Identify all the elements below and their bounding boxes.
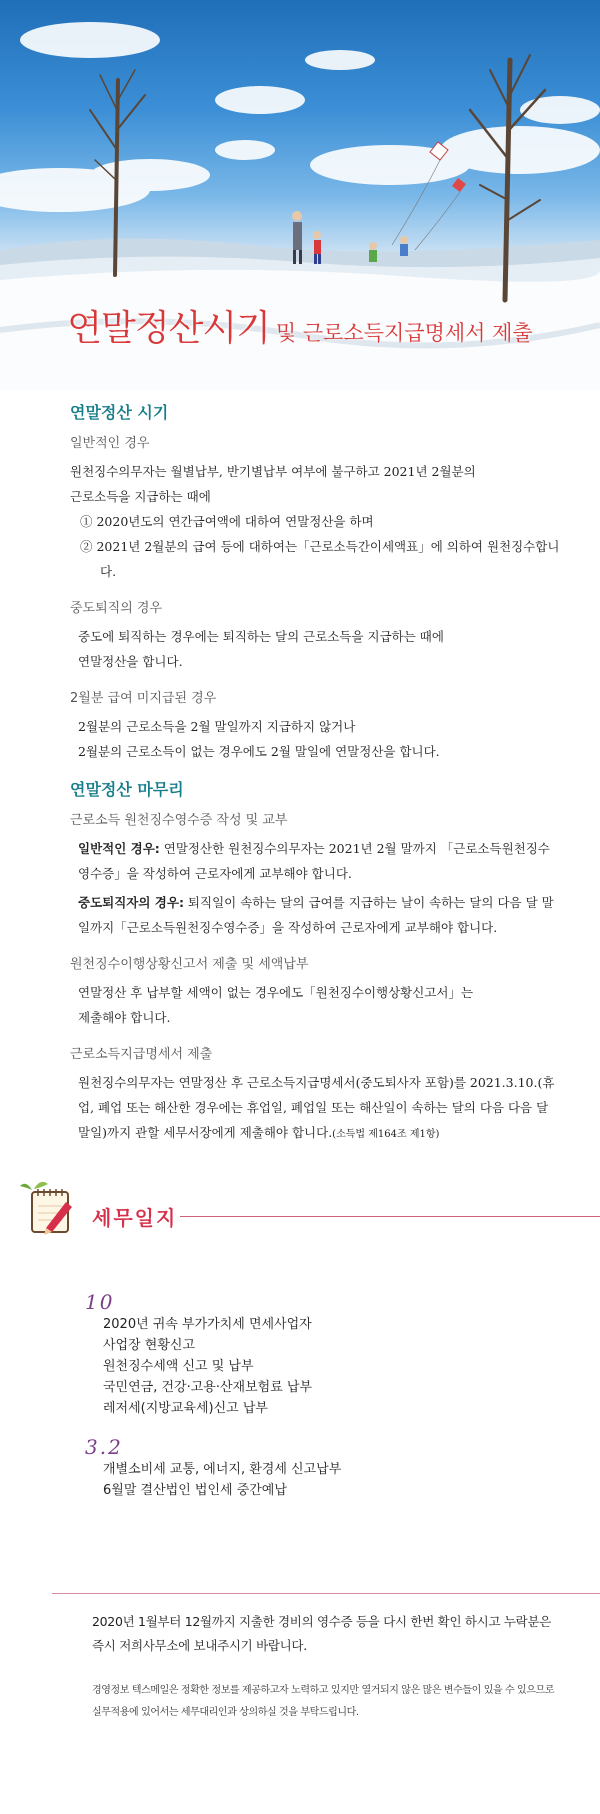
- divider: [52, 1593, 600, 1594]
- diary-item-list: [85, 1314, 485, 1419]
- receipt-retire: [70, 890, 560, 940]
- main-content: [70, 400, 560, 1160]
- receipt-general: [70, 836, 560, 886]
- statement-block: [70, 1043, 560, 1147]
- footer-disclaimer: 경영정보 텍스메일은 정확한 정보를 제공하고자 노력하고 있지만 열거되지 않은 많은 변수들이 있을 수 있으므로 실무적용에 있어서는 세무대리인과 상의하실 것을 부탁드립니다.: [92, 1685, 555, 1718]
- list-item: 원천징수세액 신고 및 납부: [103, 1359, 254, 1374]
- page-title: [0, 300, 600, 351]
- tax-diary-title: 세무일지: [92, 1206, 178, 1230]
- feb-unpaid-block: [70, 687, 560, 764]
- list-item: ① 2020년도의 연간급여액에 대하여 연말정산을 하며: [80, 514, 374, 529]
- receipt-retire-label: 중도퇴직자의 경우:: [78, 895, 184, 910]
- statement-law-reference: (소득법 제164조 제1항): [332, 1129, 440, 1140]
- page-title-main: 연말정산시기: [67, 308, 270, 349]
- mid-retire-line: 연말정산을 합니다.: [78, 654, 183, 669]
- section-title-timing: 연말정산 시기: [70, 403, 169, 422]
- receipt-retire-text: 퇴직일이 속하는 달의 급여를 지급하는 날이 속하는 달의 다음 달 말일까지「근로소득원천징수영수증」을 작성하여 근로자에게 교부해야 합니다.: [78, 895, 554, 935]
- feb-unpaid-line: 2월분의 근로소득이 없는 경우에도 2월 말일에 연말정산을 합니다.: [78, 744, 440, 759]
- diary-item-list: [85, 1459, 485, 1501]
- divider: [180, 1216, 600, 1217]
- general-case-line: 근로소득을 지급하는 때에: [70, 489, 211, 504]
- receipt-general-label: 일반적인 경우:: [78, 841, 160, 856]
- header-banner: [0, 0, 600, 390]
- diary-date: 10: [85, 1290, 115, 1314]
- report-line: 제출해야 합니다.: [78, 1010, 171, 1025]
- diary-entry: [85, 1290, 485, 1419]
- notebook-pencil-icon: [20, 1180, 80, 1236]
- page-title-rest: 및 근로소득지급명세서 제출: [275, 321, 533, 345]
- statement-body: 원천징수의무자는 연말정산 후 근로소득지급명세서(중도퇴사자 포함)를 2021.3.10.(휴업, 폐업 또는 해산한 경우에는 휴업일, 폐업일 또는 해산일이 속하는 달의 다음 다음 달 말일)까지 관할 세무서장에게 제출해야 합니다.: [78, 1075, 555, 1140]
- subtitle-feb-unpaid: 2월분 급여 미지급된 경우: [70, 691, 217, 706]
- diary-entry: [85, 1435, 485, 1501]
- list-item: 국민연금, 건강·고용·산재보험료 납부: [103, 1380, 313, 1395]
- statement-text: [70, 1070, 560, 1147]
- receipt-general-text: 연말정산한 원천징수의무자는 2021년 2월 말까지 「근로소득원천징수영수증」을 작성하여 근로자에게 교부해야 합니다.: [78, 841, 550, 881]
- list-item: 6월말 결산법인 법인세 중간예납: [103, 1483, 287, 1498]
- mid-retire-line: 중도에 퇴직하는 경우에는 퇴직하는 달의 근로소득을 지급하는 때에: [78, 629, 444, 644]
- subtitle-report: 원천징수이행상황신고서 제출 및 세액납부: [70, 957, 309, 972]
- report-block: [70, 953, 560, 1030]
- feb-unpaid-line: 2월분의 근로소득을 2월 말일까지 지급하지 않거나: [78, 719, 356, 734]
- tax-diary-header: [20, 1180, 600, 1240]
- report-line: 연말정산 후 납부할 세액이 없는 경우에도「원천징수이행상황신고서」는: [78, 985, 474, 1000]
- list-item: ② 2021년 2월분의 급여 등에 대하여는「근로소득간이세액표」에 의하여 원천징수합니다.: [80, 539, 560, 579]
- general-case-block: [70, 432, 560, 584]
- mid-retire-block: [70, 597, 560, 674]
- diary-date: 3.2: [85, 1435, 123, 1459]
- general-case-line: 원천징수의무자는 월별납부, 반기별납부 여부에 불구하고 2021년 2월분의: [70, 464, 476, 479]
- general-case-list: [70, 509, 560, 584]
- receipt-block: [70, 809, 560, 940]
- section-title-closing: 연말정산 마무리: [70, 780, 184, 799]
- tax-diary-body: [85, 1290, 485, 1501]
- list-item: 2020년 귀속 부가가치세 면세사업자: [103, 1317, 312, 1332]
- list-item: 개별소비세 교통, 에너지, 환경세 신고납부: [103, 1462, 342, 1477]
- list-item: 레저세(지방교육세)신고 납부: [103, 1401, 268, 1416]
- list-item: 사업장 현황신고: [103, 1338, 196, 1353]
- subtitle-general-case: 일반적인 경우: [70, 436, 150, 451]
- footer-notice: 2020년 1월부터 12월까지 지출한 경비의 영수증 등을 다시 한번 확인 하시고 누락분은 즉시 저희사무소에 보내주시기 바랍니다.: [92, 1614, 552, 1653]
- subtitle-mid-retire: 중도퇴직의 경우: [70, 601, 163, 616]
- subtitle-statement: 근로소득지급명세서 제출: [70, 1047, 213, 1062]
- subtitle-receipt: 근로소득 원천징수영수증 작성 및 교부: [70, 813, 288, 828]
